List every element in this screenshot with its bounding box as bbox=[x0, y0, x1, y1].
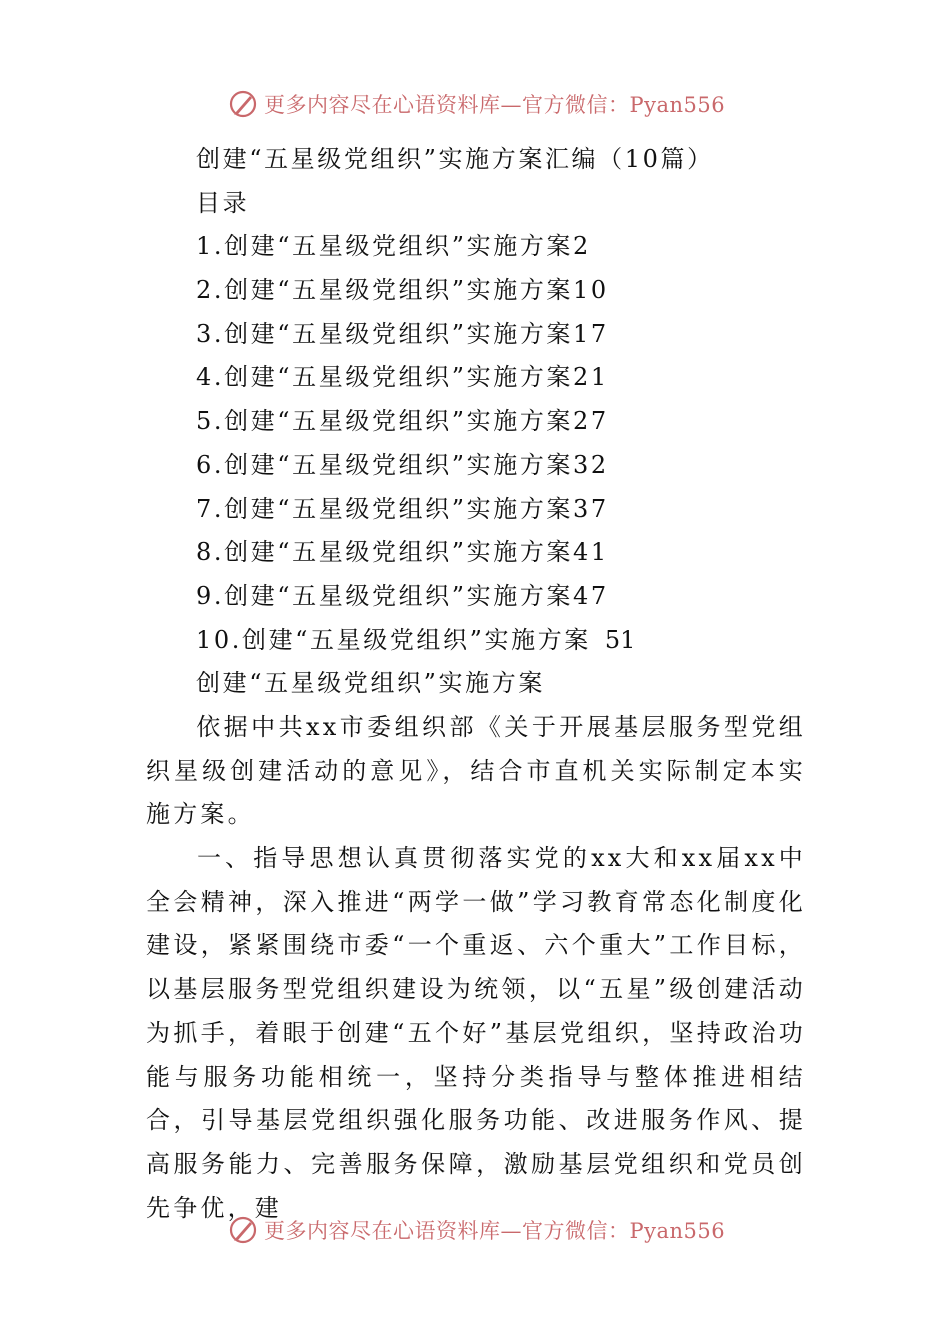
toc-item[interactable] bbox=[146, 619, 806, 663]
body-paragraph bbox=[146, 837, 806, 1230]
watermark-text: 更多内容尽在心语资料库—官方微信：Pyan556 bbox=[264, 1219, 726, 1243]
document-title: 创建“五星级党组织”实施方案汇编（10篇） bbox=[196, 145, 714, 173]
toc-item-page: 47 bbox=[573, 581, 609, 610]
toc-item-label: 10.创建“五星级党组织”实施方案 bbox=[196, 625, 591, 654]
toc-item-label: 9.创建“五星级党组织”实施方案 bbox=[196, 581, 574, 610]
toc-item-page: 32 bbox=[573, 450, 609, 479]
pen-logo-icon bbox=[228, 1215, 258, 1245]
toc-item[interactable] bbox=[146, 225, 806, 269]
toc-item[interactable] bbox=[146, 444, 806, 488]
watermark-footer bbox=[228, 1212, 828, 1248]
toc-item-label: 6.创建“五星级党组织”实施方案 bbox=[196, 450, 574, 479]
paragraph-text: 一、指导思想认真贯彻落实党的xx大和xx届xx中全会精神，深入推进“两学一做”学习教育常态化制度化建设，紧紧围绕市委“一个重返、六个重大”工作目标，以基层服务型党组织建设为统领，以“五星”级创建活动为抓手，着眼于创建“五个好”基层党组织，坚持政治功能与服务功能相统一，坚持分类指导与整体推进相结合，引导基层党组织强化服务功能、改进服务作风、提高服务能力、完善服务保障，激励基层党组织和党员创先争优，建 bbox=[146, 844, 806, 1222]
toc-item[interactable] bbox=[146, 313, 806, 357]
toc-item[interactable] bbox=[146, 269, 806, 313]
toc-item[interactable] bbox=[146, 356, 806, 400]
toc-item-page: 27 bbox=[573, 407, 609, 436]
toc-item[interactable] bbox=[146, 575, 806, 619]
section-title: 创建“五星级党组织”实施方案 bbox=[196, 669, 545, 698]
pen-logo-icon bbox=[228, 89, 258, 119]
toc-item[interactable] bbox=[146, 400, 806, 444]
paragraph-text: 依据中共xx市委组织部《关于开展基层服务型党组织星级创建活动的意见》，结合市直机关实际制定本实施方案。 bbox=[146, 712, 806, 829]
toc-item-page: 41 bbox=[573, 538, 609, 567]
body-paragraph bbox=[146, 706, 806, 837]
toc-item-label: 4.创建“五星级党组织”实施方案 bbox=[196, 363, 574, 392]
toc-heading: 目录 bbox=[196, 188, 250, 217]
toc-item-page: 10 bbox=[573, 276, 609, 305]
toc-item-label: 2.创建“五星级党组织”实施方案 bbox=[196, 276, 574, 305]
watermark-text: 更多内容尽在心语资料库—官方微信：Pyan556 bbox=[264, 93, 726, 117]
toc-item-label: 3.创建“五星级党组织”实施方案 bbox=[196, 319, 574, 348]
watermark-header bbox=[228, 86, 828, 122]
toc-item[interactable] bbox=[146, 488, 806, 532]
toc-item-page: 21 bbox=[573, 363, 609, 392]
toc-item-page: 51 bbox=[604, 625, 636, 654]
toc-item-label: 7.创建“五星级党组织”实施方案 bbox=[196, 494, 574, 523]
toc-item-page: 17 bbox=[573, 319, 609, 348]
toc-item-label: 8.创建“五星级党组织”实施方案 bbox=[196, 538, 574, 567]
toc-item[interactable] bbox=[146, 531, 806, 575]
document-body bbox=[146, 138, 806, 1230]
toc-item-label: 5.创建“五星级党组织”实施方案 bbox=[196, 407, 574, 436]
toc-item-page: 2 bbox=[573, 232, 591, 261]
toc-item-page: 37 bbox=[573, 494, 609, 523]
toc-item-label: 1.创建“五星级党组织”实施方案 bbox=[196, 232, 574, 261]
toc-list bbox=[146, 225, 806, 662]
